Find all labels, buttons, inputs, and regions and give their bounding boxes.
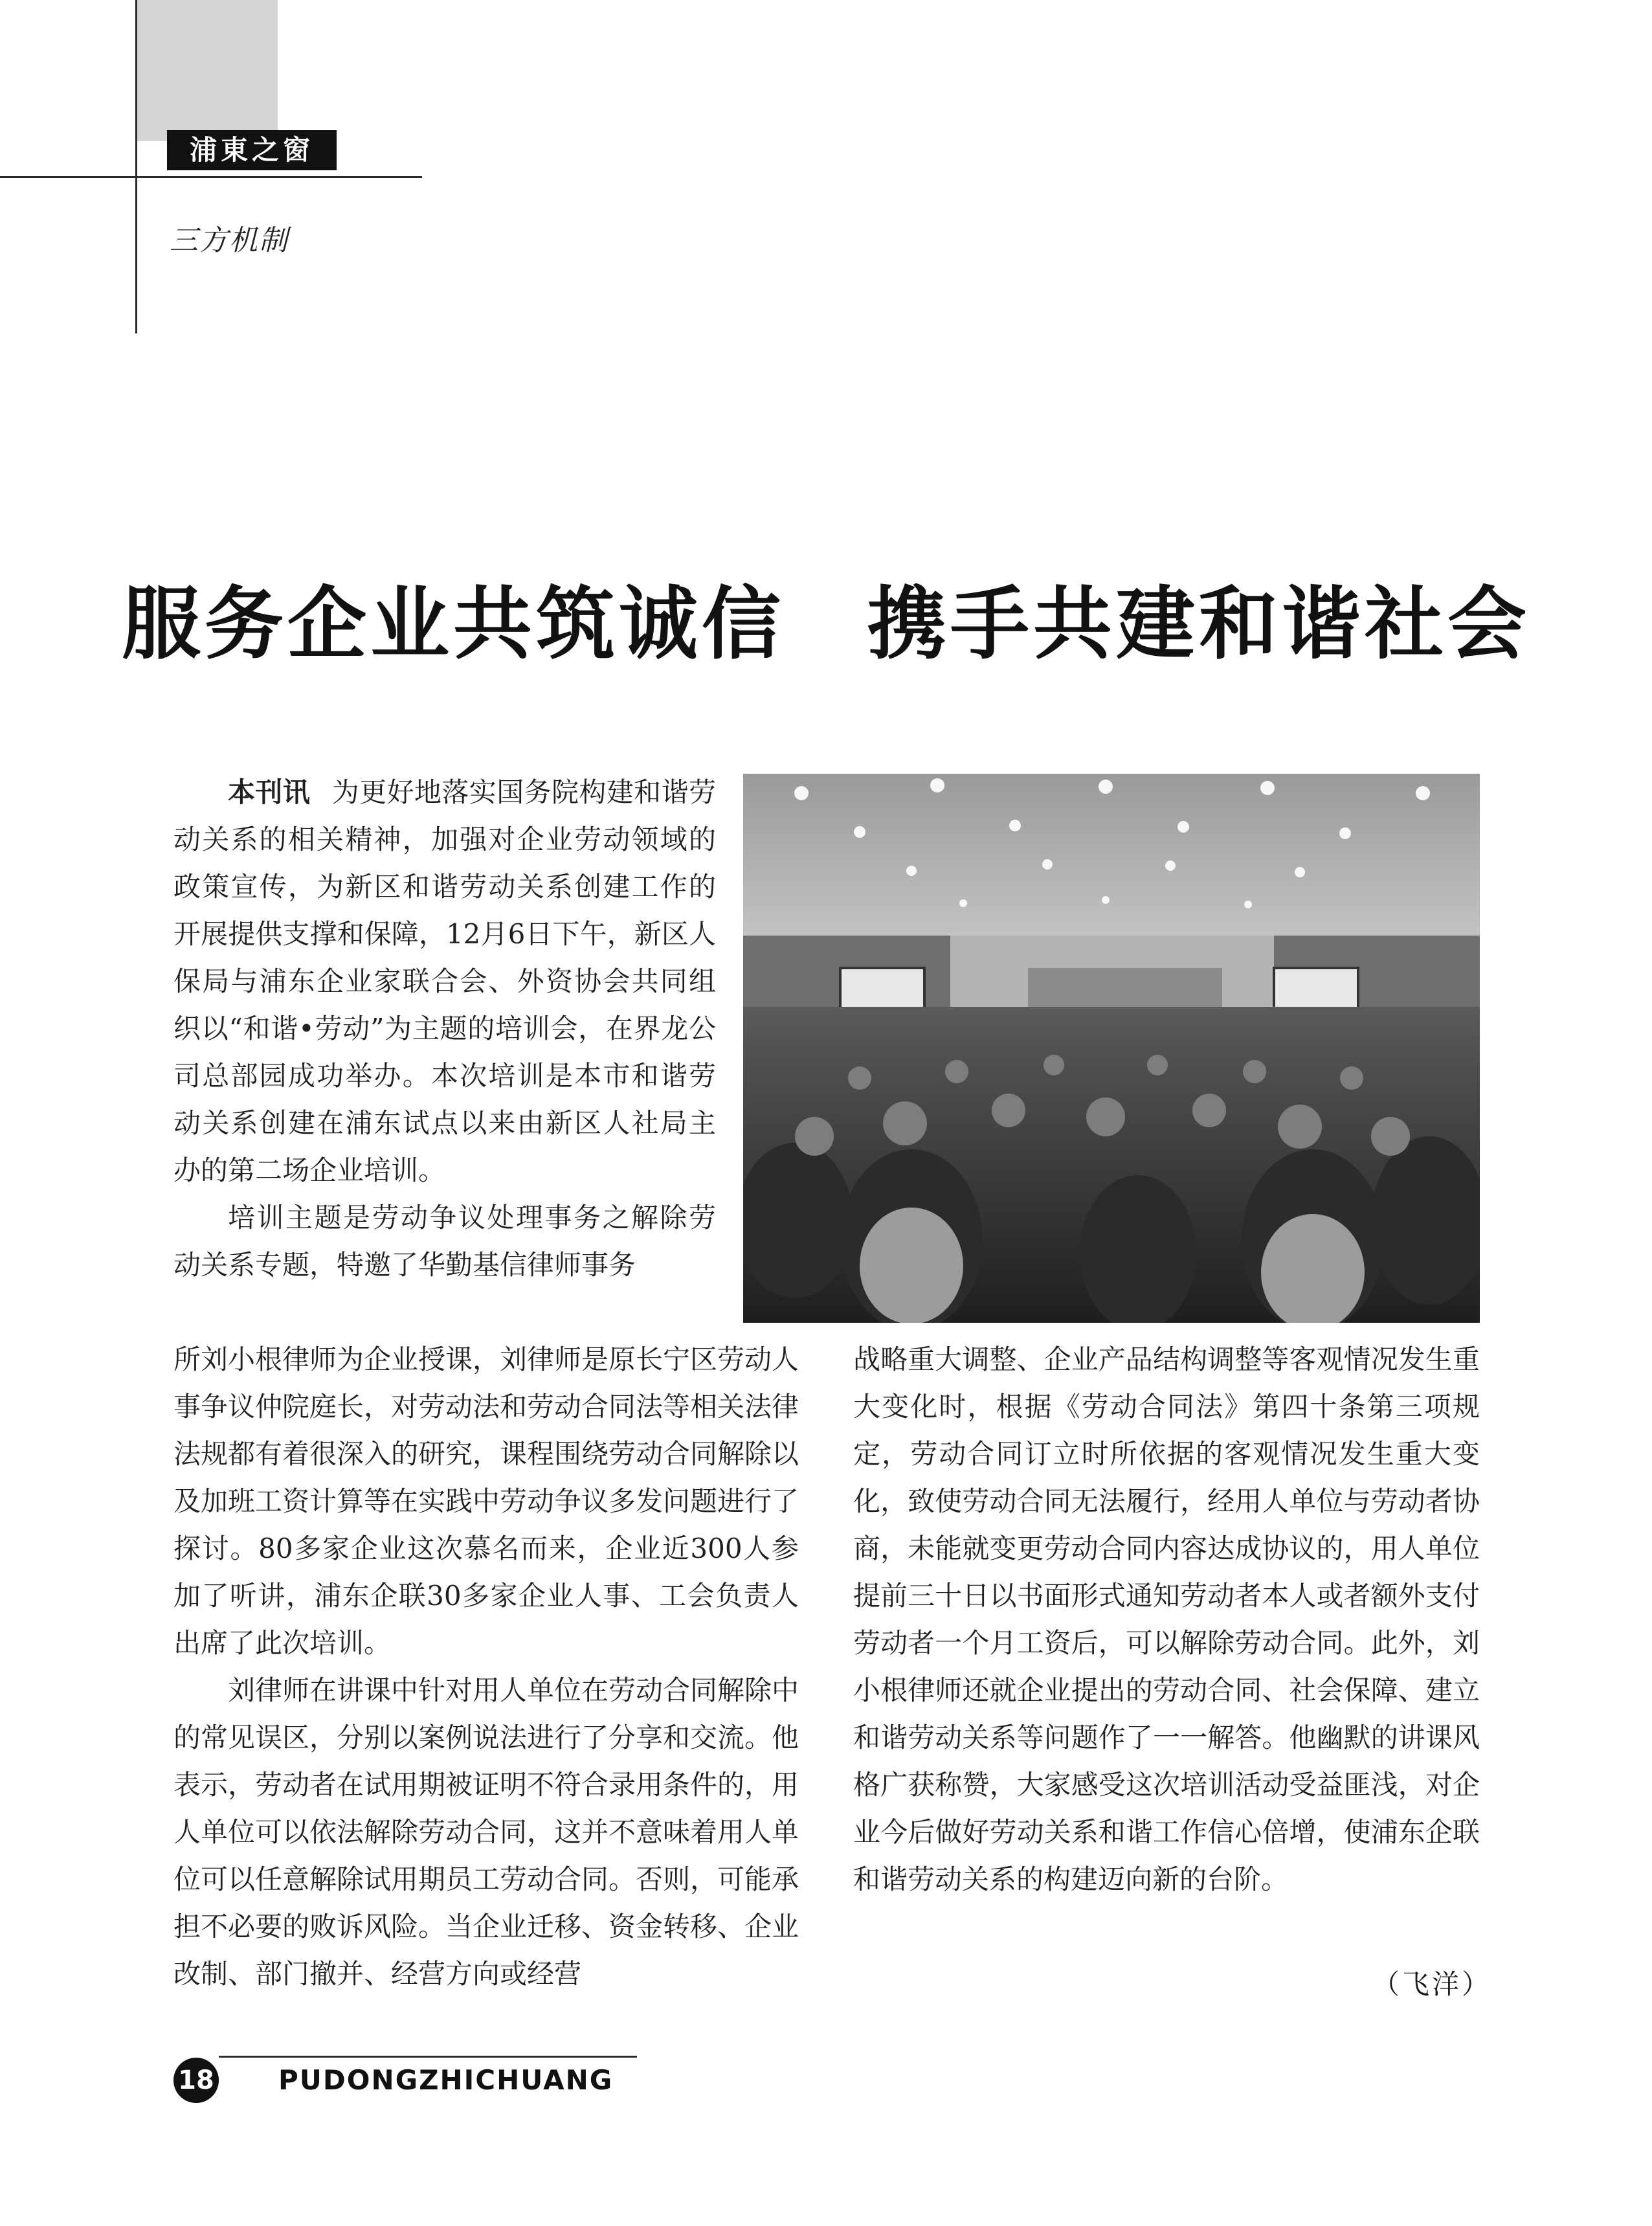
- lead-label: 本刊讯: [228, 776, 311, 808]
- article-title: 服务企业共筑诚信 携手共建和谐社会: [122, 578, 1530, 670]
- paragraph-1: 本刊讯 为更好地落实国务院构建和谐劳动关系的相关精神，加强对企业劳动领域的政策宣传，为新区和谐劳动关系创建工作的开展提供支撑和保障，12月6日下午，新区人保局与浦东企业家联合会、外资协会共同组织以“和谐•劳动”为主题的培训会，在界龙公司总部园成功举办。本次培训是本市和谐劳动关系创建在浦东试点以来由新区人社局主办的第二场企业培训。: [173, 776, 716, 1186]
- paragraph-2-start: 培训主题是劳动争议处理事务之解除劳动关系专题，特邀了华勤基信律师事务: [173, 1202, 716, 1281]
- article-column-left-bottom: [173, 1336, 799, 1997]
- header-horizontal-rule: [0, 176, 422, 178]
- footer-magazine-name: PUDONGZHICHUANG: [278, 2064, 614, 2096]
- article-column-right: [853, 1336, 1480, 1903]
- conference-photo-graphic: [743, 774, 1480, 1323]
- section-label: 三方机制: [170, 224, 289, 257]
- paragraph-3: 刘律师在讲课中针对用人单位在劳动合同解除中的常见误区，分别以案例说法进行了分享和交流。他表示，劳动者在试用期被证明不符合录用条件的，用人单位可以依法解除劳动合同，这并不意味着用人单位可以任意解除试用期员工劳动合同。否则，可能承担不必要的败诉风险。当企业迁移、资金转移、企业改制、部门撤并、经营方向或经营: [173, 1674, 799, 1990]
- page-number-badge: 18: [173, 2058, 219, 2103]
- article-column-left-top: [173, 769, 716, 1288]
- magazine-brand-badge: 浦東之窗: [167, 130, 337, 170]
- header-vertical-rule: [135, 0, 137, 333]
- conference-photo: [743, 774, 1480, 1323]
- author-credit: （飞洋）: [1372, 1968, 1492, 2000]
- footer-rule: [219, 2056, 637, 2058]
- paragraph-2-continued: 所刘小根律师为企业授课，刘律师是原长宁区劳动人事争议仲院庭长，对劳动法和劳动合同法等相关法律法规都有着很深入的研究，课程围绕劳动合同解除以及加班工资计算等在实践中劳动争议多发问题进行了探讨。80多家企业这次慕名而来，企业近300人参加了听讲，浦东企联30多家企业人事、工会负责人出席了此次培训。: [173, 1343, 799, 1659]
- header-gray-tab: [135, 0, 278, 141]
- paragraph-4: 战略重大调整、企业产品结构调整等客观情况发生重大变化时，根据《劳动合同法》第四十条第三项规定，劳动合同订立时所依据的客观情况发生重大变化，致使劳动合同无法履行，经用人单位与劳动者协商，未能就变更劳动合同内容达成协议的，用人单位提前三十日以书面形式通知劳动者本人或者额外支付劳动者一个月工资后，可以解除劳动合同。此外，刘小根律师还就企业提出的劳动合同、社会保障、建立和谐劳动关系等问题作了一一解答。他幽默的讲课风格广获称赞，大家感受这次培训活动受益匪浅，对企业今后做好劳动关系和谐工作信心倍增，使浦东企联和谐劳动关系的构建迈向新的台阶。: [853, 1343, 1480, 1895]
